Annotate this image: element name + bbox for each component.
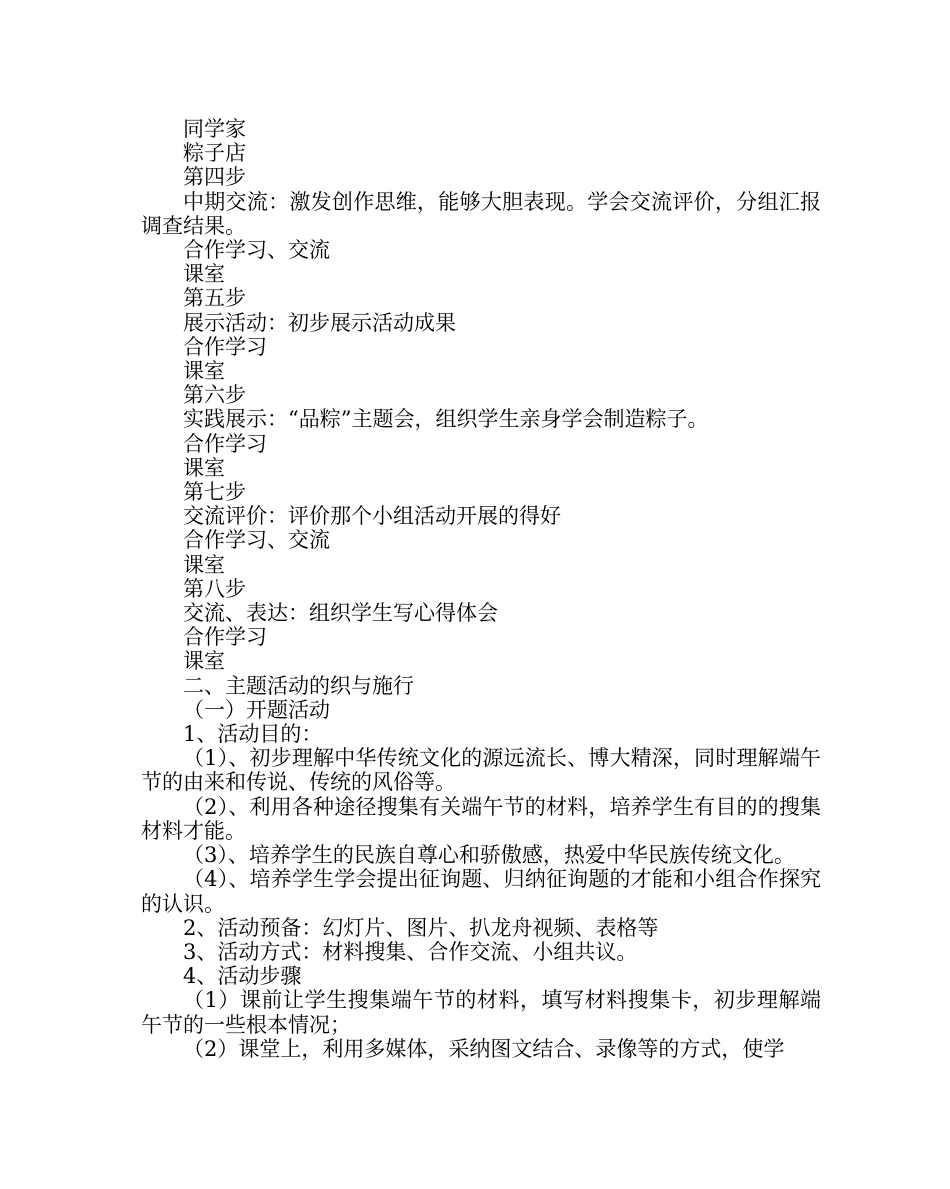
step-heading: 第五步 xyxy=(183,286,246,311)
text-line: 合作学习、交流 xyxy=(183,528,330,553)
paragraph: （1）课前让学生搜集端午节的材料，填写材料搜集卡，初步理解端午节的一些根本情况； xyxy=(141,988,821,1037)
paragraph: （4）、培养学生学会提出征询题、归纳征询题的才能和小组合作探究的认识。 xyxy=(141,867,821,916)
text-line: 课室 xyxy=(183,262,225,287)
paragraph: （2）课堂上，利用多媒体，采纳图文结合、录像等的方式，使学 xyxy=(183,1036,785,1061)
text-line: 粽子店 xyxy=(183,141,246,166)
paragraph: （2）、利用各种途径搜集有关端午节的材料，培养学生有目的的搜集材料才能。 xyxy=(141,794,821,843)
text-line: 课室 xyxy=(183,552,225,577)
paragraph: 2、活动预备：幻灯片、图片、扒龙舟视频、表格等 xyxy=(183,915,659,940)
text-line: 课室 xyxy=(183,359,225,384)
section-heading: 二、主题活动的织与施行 xyxy=(183,673,414,698)
step-heading: 第四步 xyxy=(183,165,246,190)
step-heading: 第六步 xyxy=(183,383,246,408)
text-line: 合作学习、交流 xyxy=(183,238,330,263)
text-line: 合作学习 xyxy=(183,431,267,456)
paragraph: 3、活动方式：材料搜集、合作交流、小组共议。 xyxy=(183,939,638,964)
document-body xyxy=(141,117,821,1061)
paragraph: 实践展示：“品粽”主题会，组织学生亲身学会制造粽子。 xyxy=(183,407,709,432)
text-line: 合作学习 xyxy=(183,625,267,650)
paragraph: 交流评价：评价那个小组活动开展的得好 xyxy=(183,504,561,529)
text-line: 课室 xyxy=(183,455,225,480)
subsection-heading: （一）开题活动 xyxy=(183,697,330,722)
paragraph: （1）、初步理解中华传统文化的源远流长、博大精深，同时理解端午节的由来和传说、传统的风俗等。 xyxy=(141,746,821,795)
paragraph: 展示活动：初步展示活动成果 xyxy=(183,310,456,335)
paragraph: 1、活动目的： xyxy=(183,722,323,747)
text-line: 同学家 xyxy=(183,117,246,141)
paragraph: 交流、表达：组织学生写心得体会 xyxy=(183,601,498,626)
text-line: 课室 xyxy=(183,649,225,674)
paragraph: （3）、培养学生的民族自尊心和骄傲感，热爱中华民族传统文化。 xyxy=(183,843,795,868)
paragraph: 4、活动步骤 xyxy=(183,964,302,989)
text-line: 合作学习 xyxy=(183,334,267,359)
step-heading: 第七步 xyxy=(183,480,246,505)
paragraph: 中期交流：激发创作思维，能够大胆表现。学会交流评价，分组汇报调查结果。 xyxy=(141,189,821,238)
step-heading: 第八步 xyxy=(183,576,246,601)
